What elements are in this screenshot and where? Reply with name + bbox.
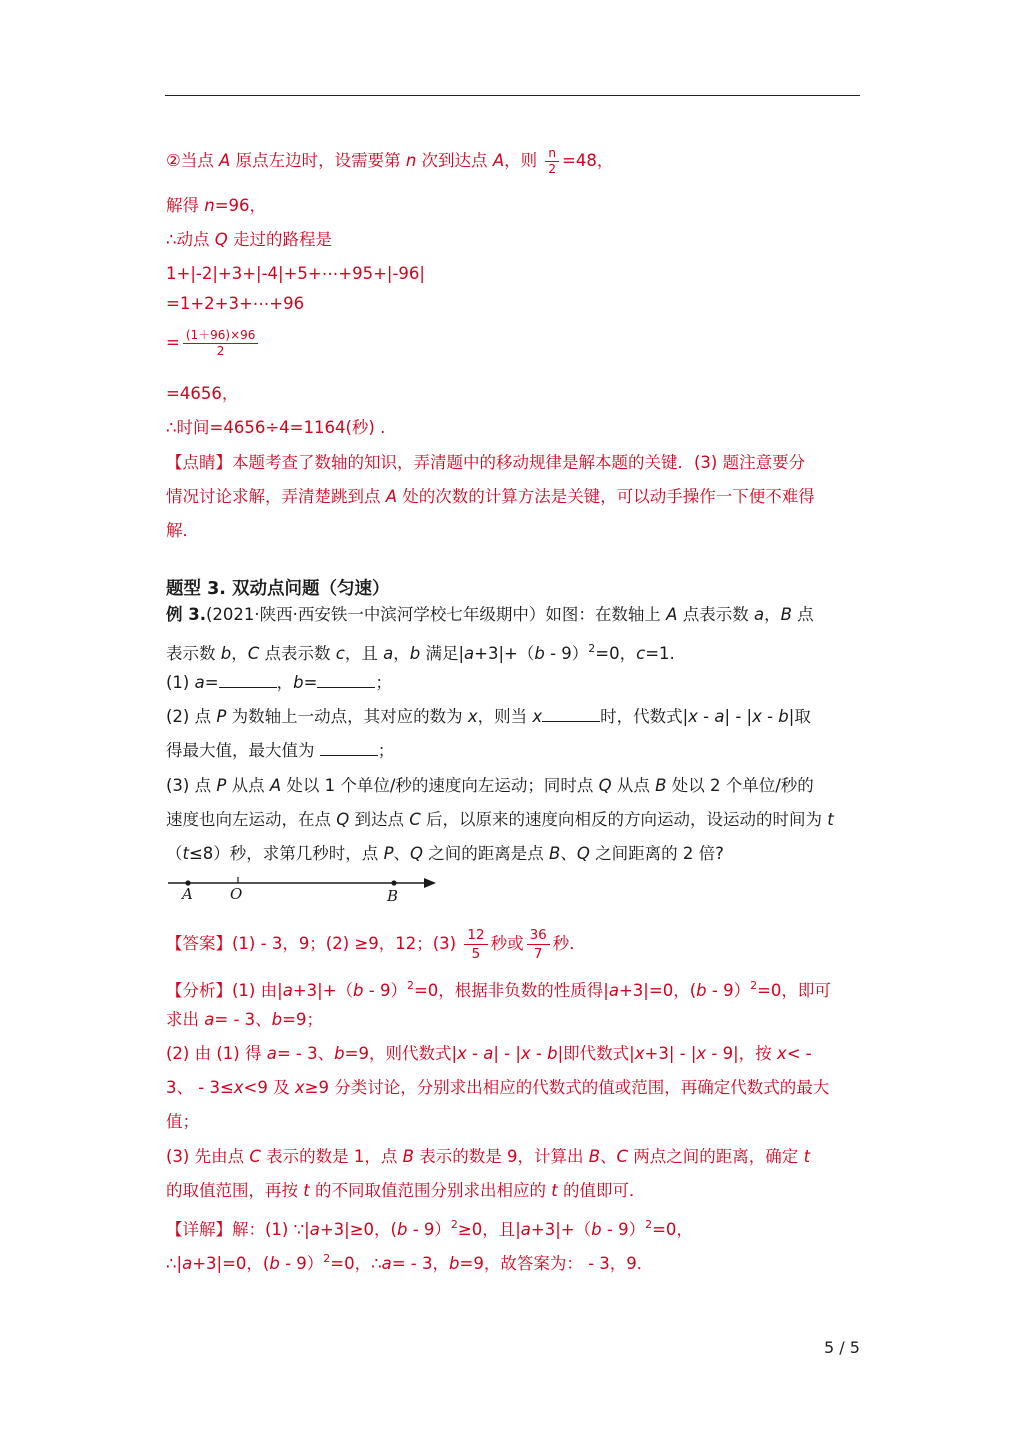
fraction-n-over-2: $\frac{n}{2}$	[545, 146, 559, 177]
question-2-line-2: 得最大值，最大值为 ；	[166, 741, 395, 760]
review-line-3: 解．	[166, 521, 199, 540]
solution-line-6: = $\frac{(1+96)\times 96}{2}$	[166, 328, 261, 359]
analysis-line-7: 的取值范围，再按 t 的不同取值范围分别求出相应的 t 的值即可．	[166, 1181, 646, 1200]
solution-line-1: ②当点 A 原点左边时，设需要第 n 次到达点 A，则 $\frac{n}{2}$ =48，	[166, 146, 614, 176]
detail-line-2: ∴|a+3|=0，(b - 9）$^2$=0，∴a= - 3，b=9，故答案为： - 3，9．	[166, 1252, 654, 1273]
answer-blank-x[interactable]	[542, 705, 600, 722]
example-label: 例 3.	[166, 605, 206, 624]
analysis-line-6: (3) 先由点 C 表示的数是 1，点 B 表示的数是 9，计算出 B、C 两点之间的距离，确定 t	[166, 1147, 811, 1166]
analysis-line-1: 【分析】(1) 由|a+3|+（b - 9）$^2$=0，根据非负数的性质得|a+3|=0，(b - 9）$^2$=0，即可	[166, 979, 831, 1000]
solution-line-7: =4656，	[166, 384, 239, 403]
question-3-line-3: （t≤8）秒，求第几秒时，点 P、Q 之间的距离是点 B、Q 之间距离的 2 倍?	[166, 844, 724, 863]
section-heading: 题型 3. 双动点问题（匀速）	[166, 579, 390, 599]
page-number: 5 / 5	[824, 1338, 860, 1357]
answer-tag: 【答案】	[166, 934, 232, 953]
answer-blank-b[interactable]	[317, 671, 375, 688]
answer-blank-a[interactable]	[219, 671, 277, 688]
question-3-line-2: 速度也向左运动，在点 Q 到达点 C 后，以原来的速度向相反的方向运动，设运动的时间为 t	[166, 810, 834, 829]
detail-tag: 【详解】	[166, 1220, 232, 1239]
origin-label: O	[230, 885, 243, 903]
analysis-line-2: 求出 a= - 3、b=9；	[166, 1010, 323, 1029]
solution-line-5: =1+2+3+⋯+96	[166, 294, 305, 313]
point-A-label: A	[182, 885, 193, 903]
example-line-1: 例 3.(2021·陕西·西安铁一中滨河学校七年级期中）如图：在数轴上 A 点表示数 a，B 点	[166, 605, 814, 624]
point-B-label: B	[387, 887, 399, 905]
axis-arrow	[424, 878, 436, 888]
question-2-line-1: (2) 点 P 为数轴上一动点，其对应的数为 x，则当 x 时，代数式|x - a| - |x - b|取	[166, 707, 811, 726]
header-rule	[165, 95, 860, 96]
review-line-1: 【点睛】本题考查了数轴的知识，弄清题中的移动规律是解本题的关键．(3) 题注意要分	[166, 453, 806, 472]
solution-line-8: ∴时间=4656÷4=1164(秒) .	[166, 418, 386, 437]
fraction-sum: $\frac{(1+96)\times 96}{2}$	[183, 328, 259, 359]
question-1: (1) a= ，b= ；	[166, 673, 392, 692]
review-line-2: 情况讨论求解，弄清楚跳到点 A 处的次数的计算方法是关键，可以动手操作一下便不难得	[166, 487, 815, 506]
number-line-svg	[166, 872, 446, 904]
analysis-line-4: 3、 - 3≤x<9 及 x≥9 分类讨论，分别求出相应的代数式的值或范围，再确定代数式的最大	[166, 1078, 830, 1097]
question-3-line-1: (3) 点 P 从点 A 处以 1 个单位/秒的速度向左运动；同时点 Q 从点 B 处以 2 个单位/秒的	[166, 776, 814, 795]
answer-line: 【答案】(1) - 3，9；(2) ≥9，12；(3) $\frac{12}{5}$ 秒或 $\frac{36}{7}$ 秒．	[166, 927, 586, 962]
analysis-line-3: (2) 由 (1) 得 a= - 3、b=9，则代数式|x - a| - |x - b|即代数式|x+3| - |x - 9|，按 x< -	[166, 1044, 812, 1063]
analysis-tag: 【分析】	[166, 981, 232, 1000]
review-tag: 【点睛】	[166, 453, 232, 472]
answer-blank-max[interactable]	[320, 739, 378, 756]
solution-line-3: ∴动点 Q 走过的路程是	[166, 230, 332, 249]
detail-line-1: 【详解】解：(1) ∵|a+3|≥0，(b - 9）$^2$≥0，且|a+3|+（b - 9）$^2$=0，	[166, 1218, 693, 1239]
fraction-36-7: $\frac{36}{7}$	[527, 926, 550, 963]
solution-line-2: 解得 n=96，	[166, 196, 267, 215]
point-B-dot	[391, 880, 396, 885]
number-line-figure	[166, 872, 446, 904]
fraction-12-5: $\frac{12}{5}$	[464, 926, 487, 963]
analysis-line-5: 值；	[166, 1112, 199, 1131]
solution-line-4: 1+|-2|+3+|-4|+5+⋯+95+|-96|	[166, 264, 425, 283]
example-line-2: 表示数 b，C 点表示数 c，且 a，b 满足|a+3|+（b - 9）$^2$=0，c=1.	[166, 642, 675, 663]
